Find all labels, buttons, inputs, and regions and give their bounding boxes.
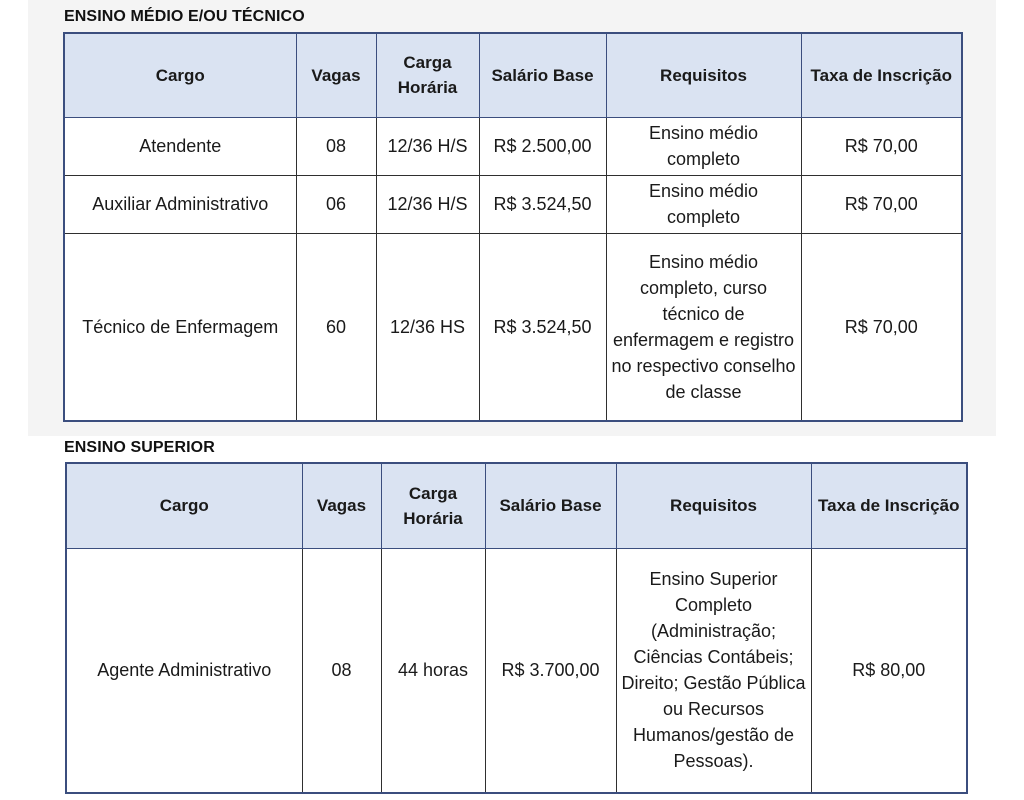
cell-salario-base: R$ 3.524,50 (479, 175, 606, 233)
header-cargo: Cargo (66, 463, 302, 548)
section-title-superior: ENSINO SUPERIOR (64, 439, 215, 456)
header-row (64, 33, 962, 117)
cell-salario-base: R$ 3.700,00 (485, 548, 616, 793)
cell-vagas: 08 (296, 117, 376, 175)
cell-taxa-inscricao: R$ 70,00 (801, 117, 962, 175)
cell-carga-horaria: 44 horas (381, 548, 485, 793)
table-row (66, 548, 967, 793)
cell-taxa-inscricao: R$ 70,00 (801, 175, 962, 233)
header-requisitos: Requisitos (606, 33, 801, 117)
header-row (66, 463, 967, 548)
cell-requisitos: Ensino médio completo (606, 175, 801, 233)
cell-carga-horaria: 12/36 H/S (376, 175, 479, 233)
table-medio (63, 32, 963, 422)
cell-carga-horaria: 12/36 HS (376, 233, 479, 421)
cell-vagas: 06 (296, 175, 376, 233)
cell-taxa-inscricao: R$ 80,00 (811, 548, 967, 793)
table-superior (65, 462, 968, 794)
header-vagas: Vagas (296, 33, 376, 117)
header-requisitos: Requisitos (616, 463, 811, 548)
header-salario-base: Salário Base (485, 463, 616, 548)
header-vagas: Vagas (302, 463, 381, 548)
cell-cargo: Auxiliar Administrativo (64, 175, 296, 233)
cell-carga-horaria: 12/36 H/S (376, 117, 479, 175)
cell-taxa-inscricao: R$ 70,00 (801, 233, 962, 421)
cell-cargo: Técnico de Enfermagem (64, 233, 296, 421)
section-title-medio: ENSINO MÉDIO E/OU TÉCNICO (64, 8, 305, 25)
header-salario-base: Salário Base (479, 33, 606, 117)
cell-salario-base: R$ 3.524,50 (479, 233, 606, 421)
cell-cargo: Atendente (64, 117, 296, 175)
header-carga-horaria: Carga Horária (376, 33, 479, 117)
header-taxa-inscricao: Taxa de Inscrição (801, 33, 962, 117)
cell-requisitos: Ensino médio completo, curso técnico de enfermagem e registro no respectivo conselho de classe (606, 233, 801, 421)
cell-cargo: Agente Administrativo (66, 548, 302, 793)
header-taxa-inscricao: Taxa de Inscrição (811, 463, 967, 548)
cell-requisitos: Ensino médio completo (606, 117, 801, 175)
table-row (64, 117, 962, 175)
table-row (64, 175, 962, 233)
cell-vagas: 08 (302, 548, 381, 793)
cell-vagas: 60 (296, 233, 376, 421)
table-row (64, 233, 962, 421)
cell-salario-base: R$ 2.500,00 (479, 117, 606, 175)
header-cargo: Cargo (64, 33, 296, 117)
header-carga-horaria: Carga Horária (381, 463, 485, 548)
cell-requisitos: Ensino Superior Completo (Administração; Ciências Contábeis; Direito; Gestão Pública ou Recursos Humanos/gestão de Pessoas). (616, 548, 811, 793)
